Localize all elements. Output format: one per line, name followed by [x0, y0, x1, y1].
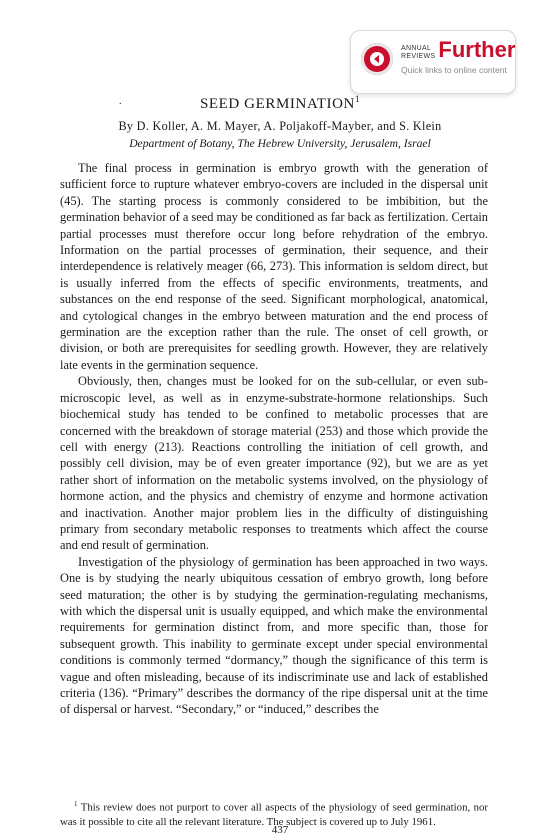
paragraph-3: Investigation of the physiology of germination has been approached in two ways. One is by studying the nearly ubiquitous cessation of embryo growth, long before seed maturation; the other is by studying the germination-regulating mechanisms, with which the dispersal unit is usually equipped, and which make the environmental requirements for germination distinct from, and more specific than, those for subsequent growth. This inability to germinate except under special environmental conditions is commonly termed “dormancy,” though the significance of this term is vague and often misleading, because of its indiscriminate use and lack of established criteria (136). “Primary” describes the dormancy of the ripe dispersal unit at the time of dispersal or harvest. “Secondary,” or “induced,” describes the: [60, 554, 488, 717]
play-arrow-icon: [361, 43, 393, 75]
annual-reviews-further-badge[interactable]: [350, 30, 516, 94]
footnote-text: This review does not purport to cover all aspects of the physiology of seed germination, nor was it possible to cite all the relevant literature. The subject is covered up to July 1961.: [60, 801, 488, 828]
title-text: SEED GERMINATION: [199, 96, 355, 112]
paragraph-2: Obviously, then, changes must be looked for on the sub-cellular, or even sub-microscopic level, as well as in enzyme-substrate-hormone relationships. Such biochemical study has tended to be confined to metabolic processes that are concerned with the breakdown of storage material (253) and those which provide the cell with energy (213). Reactions controlling the initiation of cell growth, and possibly cell division, may be of even greater importance (92), but we are as yet rather short of information on the metabolic systems involved, on the physiology of hormone action, and the physics and chemistry of enzyme and hormone activation and inactivation. Another major problem lies in the difficulty of distinguishing primary from secondary metabolic responses to treatments which affect the course and end result of germination.: [60, 374, 488, 553]
article-title: [0, 94, 560, 113]
affiliation-line: Department of Botany, The Hebrew University, Jerusalem, Israel: [129, 137, 431, 150]
article-body: [60, 160, 488, 718]
author-line: By D. Koller, A. M. Mayer, A. Poljakoff-Mayber, and S. Klein: [118, 119, 442, 133]
stray-mark: .: [119, 96, 122, 107]
badge-brand: [401, 39, 515, 75]
page-number: 437: [271, 824, 289, 836]
annual-reviews-label: ANNUAL REVIEWS: [401, 45, 436, 60]
further-label: Further: [438, 37, 516, 62]
paragraph-1: The final process in germination is embryo growth with the generation of sufficient force to rupture whatever embryo-covers are included in the dispersal unit (45). The starting process is commonly considered to be imbibition, but the germination behavior of a seed may be conditioned as far back as fertilization. Certain partial processes must therefore occur long before rehydration of the embryo. Information on the partial processes of germination, their sequence, and their interdependence is relatively meager (66, 273). This information is seldom direct, but is usually inferred from the effects of specific environments, treatments, and substances on the end response of the seed. Significant morphological, anatomical, and cytological changes in the embryo between maturation and the end process of germination are the exception rather than the rule. The onset of cell growth, or division, or both are prerequisites for seedling growth. However, they are relatively late events in the germination sequence.: [60, 161, 489, 372]
footnote-mark: 1: [74, 800, 78, 808]
title-footnote-mark: 1: [354, 94, 361, 104]
quick-links-label: Quick links to online content: [401, 65, 507, 75]
